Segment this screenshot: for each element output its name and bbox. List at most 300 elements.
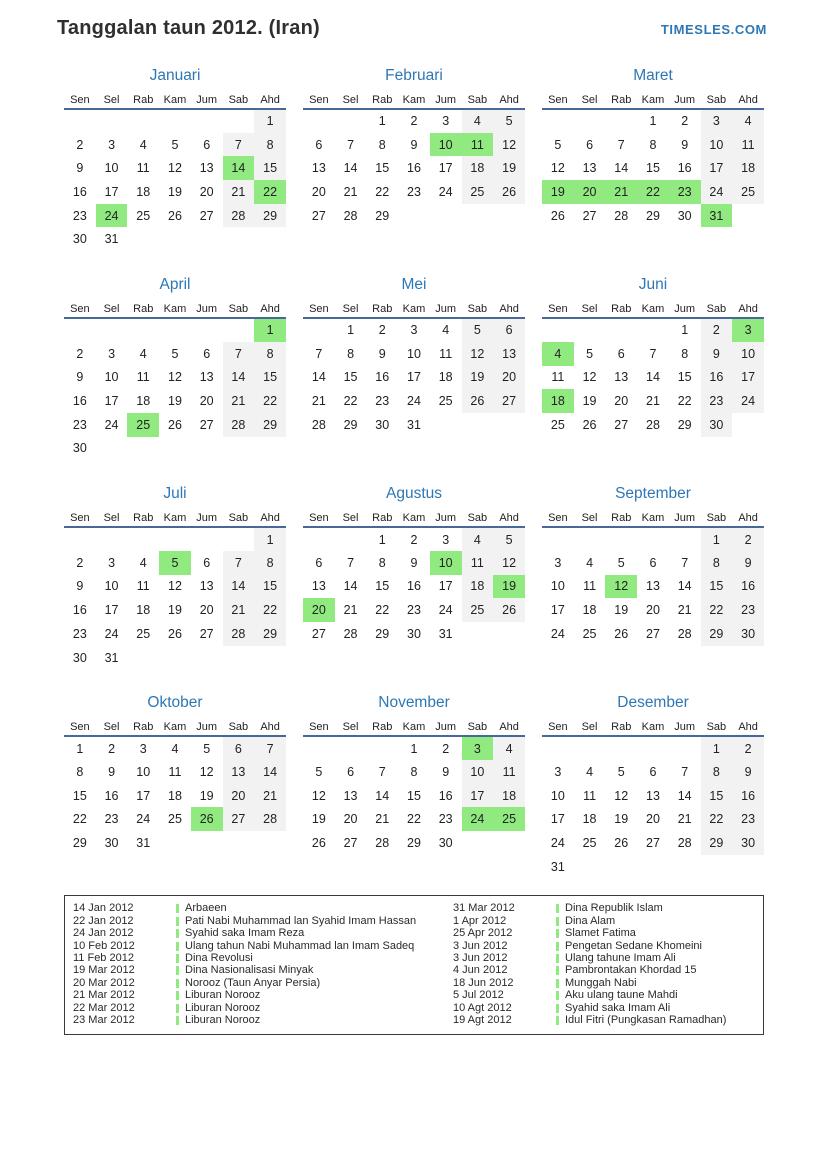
month-juli [64, 485, 286, 669]
day-cell: 4 [586, 555, 594, 570]
day-cell: 8 [378, 555, 386, 570]
day-header-rab: Rab [605, 91, 637, 109]
day-cell: 6 [203, 137, 211, 152]
legend-label: Pambrontakan Khordad 15 [565, 964, 697, 977]
day-cell: 5 [617, 764, 625, 779]
day-cell: 24 [550, 835, 565, 850]
holiday-marker-icon [556, 904, 559, 913]
day-header-ahd: Ahd [732, 300, 764, 318]
empty-cell [605, 527, 637, 551]
month-title-mei: Mei [401, 276, 427, 294]
legend-date: 10 Feb 2012 [73, 939, 135, 952]
day-cell: 25 [732, 180, 764, 204]
day-cell: 12 [168, 370, 182, 385]
holiday-marker-icon [176, 917, 179, 926]
legend-label: Dina Revolusi [185, 951, 253, 964]
legend-date: 10 Agt 2012 [453, 1001, 512, 1014]
day-header-ahd: Ahd [493, 300, 525, 318]
day-cell: 23 [407, 184, 421, 199]
day-cell: 17 [136, 788, 151, 803]
day-cell: 27 [646, 626, 660, 641]
day-cell: 25 [127, 413, 159, 437]
day-cell: 21 [677, 603, 692, 618]
day-header-sab: Sab [223, 91, 255, 109]
legend-date: 4 Jun 2012 [453, 964, 508, 977]
month-table-november [303, 718, 525, 854]
day-cell: 19 [168, 394, 182, 409]
day-cell: 10 [407, 346, 421, 361]
legend-date: 24 Jan 2012 [73, 927, 134, 940]
legend-entry [453, 952, 757, 964]
empty-cell [127, 109, 159, 133]
day-header-sab: Sab [462, 300, 494, 318]
legend-label: Munggah Nabi [565, 976, 637, 989]
month-oktober [64, 694, 286, 878]
day-cell: 11 [462, 133, 494, 157]
day-cell: 9 [76, 161, 84, 176]
day-cell: 26 [614, 626, 629, 641]
day-cell: 2 [732, 527, 764, 551]
legend-date: 22 Mar 2012 [73, 1001, 135, 1014]
day-cell: 8 [649, 137, 657, 152]
empty-cell [462, 831, 494, 855]
day-cell: 26 [168, 626, 182, 641]
day-cell: 29 [701, 622, 733, 646]
legend-entry [453, 977, 757, 989]
day-cell: 28 [223, 204, 255, 228]
day-cell: 6 [203, 555, 211, 570]
empty-cell [191, 318, 223, 342]
legend-label: Syahid saka Imam Ali [565, 1001, 671, 1014]
legend-label: Syahid saka Imam Reza [185, 927, 305, 940]
day-header-rab: Rab [127, 718, 159, 736]
day-cell: 1 [378, 532, 386, 547]
day-cell: 7 [254, 736, 286, 760]
day-cell: 23 [375, 394, 390, 409]
day-cell: 29 [254, 622, 286, 646]
day-cell: 13 [199, 579, 214, 594]
day-header-ahd: Ahd [732, 509, 764, 527]
empty-cell [254, 831, 286, 855]
day-header-sen: Sen [303, 509, 335, 527]
day-cell: 9 [732, 760, 764, 784]
empty-cell [605, 855, 637, 879]
day-cell: 29 [72, 835, 87, 850]
day-cell: 17 [438, 579, 453, 594]
day-cell: 17 [104, 184, 119, 199]
day-cell: 14 [343, 161, 358, 176]
empty-cell [303, 109, 335, 133]
empty-cell [732, 413, 764, 437]
day-cell: 27 [493, 389, 525, 413]
empty-cell [335, 527, 367, 551]
legend-column-left [73, 903, 453, 1027]
empty-cell [574, 855, 606, 879]
day-header-ahd: Ahd [254, 91, 286, 109]
day-cell: 15 [254, 575, 286, 599]
day-header-sen: Sen [64, 91, 96, 109]
day-header-sel: Sel [335, 718, 367, 736]
day-cell: 5 [493, 527, 525, 551]
empty-cell [398, 204, 430, 228]
legend-entry [453, 1002, 757, 1014]
day-cell: 13 [614, 370, 629, 385]
day-cell: 16 [407, 161, 421, 176]
day-cell: 18 [732, 156, 764, 180]
day-header-kam: Kam [159, 509, 191, 527]
day-cell: 5 [554, 137, 562, 152]
day-cell: 10 [430, 551, 462, 575]
day-cell: 3 [732, 318, 764, 342]
day-cell: 9 [410, 137, 418, 152]
day-cell: 4 [139, 346, 147, 361]
day-cell: 4 [462, 527, 494, 551]
empty-cell [127, 527, 159, 551]
day-cell: 13 [646, 788, 660, 803]
empty-cell [96, 109, 128, 133]
legend-entry [73, 952, 453, 964]
day-cell: 27 [223, 807, 255, 831]
day-cell: 18 [136, 394, 151, 409]
holiday-marker-icon [556, 966, 559, 975]
legend-label: Liburan Norooz [185, 1001, 261, 1014]
day-cell: 2 [76, 137, 84, 152]
month-maret [542, 67, 764, 251]
day-cell: 4 [462, 109, 494, 133]
day-cell: 11 [168, 764, 182, 779]
day-cell: 19 [493, 575, 525, 599]
day-cell: 3 [701, 109, 733, 133]
day-header-sen: Sen [64, 300, 96, 318]
day-cell: 28 [343, 208, 358, 223]
legend-entry [73, 903, 453, 915]
day-cell: 17 [550, 812, 565, 827]
legend-date: 25 Apr 2012 [453, 927, 513, 940]
empty-cell [574, 527, 606, 551]
day-cell: 30 [72, 650, 87, 665]
day-header-sel: Sel [574, 300, 606, 318]
day-cell: 20 [199, 184, 214, 199]
empty-cell [366, 736, 398, 760]
day-cell: 27 [311, 626, 326, 641]
day-cell: 5 [586, 346, 594, 361]
month-table-maret [542, 91, 764, 227]
empty-cell [254, 227, 286, 251]
day-cell: 20 [199, 394, 214, 409]
day-cell: 8 [254, 342, 286, 366]
empty-cell [64, 109, 96, 133]
empty-cell [732, 855, 764, 879]
day-cell: 8 [410, 764, 418, 779]
day-cell: 27 [646, 835, 660, 850]
day-cell: 22 [254, 180, 286, 204]
day-cell: 14 [254, 760, 286, 784]
day-cell: 21 [343, 603, 358, 618]
day-cell: 10 [550, 579, 565, 594]
legend-entry [73, 915, 453, 927]
day-cell: 14 [646, 370, 660, 385]
day-cell: 28 [375, 835, 390, 850]
holiday-marker-icon [176, 979, 179, 988]
legend-entry [453, 915, 757, 927]
day-cell: 24 [438, 603, 453, 618]
day-cell: 25 [462, 180, 494, 204]
day-cell: 19 [582, 394, 597, 409]
day-header-ahd: Ahd [254, 300, 286, 318]
legend-label: Norooz (Taun Anyar Persia) [185, 976, 321, 989]
empty-cell [669, 736, 701, 760]
day-cell: 24 [104, 417, 119, 432]
legend-label: Aku ulang taune Mahdi [565, 989, 678, 1002]
day-cell: 13 [343, 788, 358, 803]
day-header-ahd: Ahd [732, 91, 764, 109]
day-cell: 19 [168, 603, 182, 618]
day-cell: 23 [72, 208, 87, 223]
day-header-kam: Kam [637, 509, 669, 527]
day-header-sen: Sen [303, 718, 335, 736]
day-cell: 25 [582, 835, 597, 850]
day-header-sel: Sel [335, 91, 367, 109]
day-header-ahd: Ahd [493, 509, 525, 527]
day-cell: 15 [375, 161, 390, 176]
empty-cell [191, 109, 223, 133]
day-header-jum: Jum [669, 300, 701, 318]
day-cell: 15 [254, 366, 286, 390]
day-cell: 25 [582, 626, 597, 641]
empty-cell [96, 437, 128, 461]
empty-cell [127, 437, 159, 461]
day-cell: 13 [311, 161, 326, 176]
day-cell: 30 [72, 441, 87, 456]
day-cell: 3 [108, 346, 116, 361]
empty-cell [223, 646, 255, 670]
day-cell: 8 [701, 760, 733, 784]
day-cell: 31 [104, 650, 119, 665]
empty-cell [732, 204, 764, 228]
empty-cell [462, 413, 494, 437]
day-cell: 27 [199, 626, 214, 641]
empty-cell [223, 109, 255, 133]
day-cell: 1 [701, 527, 733, 551]
empty-cell [127, 227, 159, 251]
empty-cell [430, 204, 462, 228]
day-cell: 13 [493, 342, 525, 366]
day-cell: 21 [677, 812, 692, 827]
holiday-marker-icon [556, 1004, 559, 1013]
empty-cell [96, 527, 128, 551]
day-header-sel: Sel [96, 509, 128, 527]
day-cell: 7 [223, 551, 255, 575]
day-header-rab: Rab [366, 300, 398, 318]
day-cell: 14 [677, 579, 692, 594]
day-cell: 19 [199, 788, 214, 803]
day-cell: 12 [168, 161, 182, 176]
day-cell: 10 [136, 764, 151, 779]
day-cell: 9 [442, 764, 450, 779]
day-cell: 25 [438, 394, 453, 409]
day-cell: 26 [493, 180, 525, 204]
day-header-kam: Kam [159, 718, 191, 736]
day-cell: 19 [311, 812, 326, 827]
day-header-jum: Jum [191, 509, 223, 527]
day-cell: 20 [199, 603, 214, 618]
day-cell: 22 [677, 394, 692, 409]
legend-entry [453, 940, 757, 952]
day-cell: 21 [223, 389, 255, 413]
empty-cell [605, 318, 637, 342]
day-cell: 5 [171, 346, 179, 361]
day-cell: 28 [677, 626, 692, 641]
empty-cell [191, 227, 223, 251]
day-cell: 6 [493, 318, 525, 342]
day-cell: 16 [438, 788, 453, 803]
day-cell: 15 [646, 161, 660, 176]
day-cell: 16 [732, 784, 764, 808]
day-header-rab: Rab [366, 509, 398, 527]
day-header-sel: Sel [96, 300, 128, 318]
day-cell: 14 [223, 366, 255, 390]
day-cell: 15 [407, 788, 421, 803]
day-cell: 25 [550, 417, 565, 432]
day-cell: 13 [646, 579, 660, 594]
day-cell: 7 [378, 764, 386, 779]
day-header-jum: Jum [191, 300, 223, 318]
day-cell: 25 [136, 626, 151, 641]
day-cell: 26 [614, 835, 629, 850]
day-cell: 2 [701, 318, 733, 342]
empty-cell [637, 318, 669, 342]
day-cell: 21 [223, 598, 255, 622]
empty-cell [462, 204, 494, 228]
day-cell: 1 [254, 318, 286, 342]
day-header-sel: Sel [574, 91, 606, 109]
day-cell: 9 [76, 579, 84, 594]
day-cell: 18 [136, 603, 151, 618]
day-cell: 4 [442, 323, 450, 338]
day-cell: 14 [223, 575, 255, 599]
day-cell: 23 [407, 603, 421, 618]
day-cell: 10 [430, 133, 462, 157]
empty-cell [191, 527, 223, 551]
day-cell: 8 [254, 133, 286, 157]
day-cell: 29 [254, 204, 286, 228]
legend-label: Liburan Norooz [185, 989, 261, 1002]
day-cell: 26 [311, 835, 326, 850]
day-cell: 30 [732, 622, 764, 646]
legend-label: Pengetan Sedane Khomeini [565, 939, 702, 952]
legend-label: Ulang tahune Imam Ali [565, 951, 676, 964]
day-cell: 15 [375, 579, 390, 594]
day-cell: 16 [104, 788, 119, 803]
day-cell: 5 [462, 318, 494, 342]
day-cell: 30 [438, 835, 453, 850]
day-cell: 10 [701, 133, 733, 157]
month-table-agustus [303, 509, 525, 645]
day-cell: 2 [76, 555, 84, 570]
empty-cell [574, 109, 606, 133]
legend-entry [453, 927, 757, 939]
day-cell: 20 [303, 598, 335, 622]
day-cell: 11 [732, 133, 764, 157]
day-cell: 7 [617, 137, 625, 152]
empty-cell [335, 109, 367, 133]
legend-date: 21 Mar 2012 [73, 989, 135, 1002]
day-cell: 6 [315, 555, 323, 570]
day-cell: 2 [410, 532, 418, 547]
day-cell: 16 [72, 394, 87, 409]
month-title-oktober: Oktober [147, 694, 203, 712]
day-cell: 29 [375, 208, 390, 223]
day-cell: 6 [223, 736, 255, 760]
day-cell: 5 [203, 741, 211, 756]
day-cell: 21 [605, 180, 637, 204]
day-cell: 9 [378, 346, 386, 361]
day-cell: 5 [315, 764, 323, 779]
day-cell: 16 [407, 579, 421, 594]
day-header-sen: Sen [542, 718, 574, 736]
legend-date: 18 Jun 2012 [453, 976, 514, 989]
day-cell: 6 [617, 346, 625, 361]
page-title: Tanggalan taun 2012. (Iran) [57, 17, 320, 39]
holiday-marker-icon [176, 1004, 179, 1013]
day-header-jum: Jum [669, 509, 701, 527]
day-cell: 28 [223, 413, 255, 437]
day-cell: 25 [462, 598, 494, 622]
month-table-januari [64, 91, 286, 251]
legend-entry [453, 965, 757, 977]
day-cell: 17 [438, 161, 453, 176]
legend-date: 20 Mar 2012 [73, 976, 135, 989]
day-header-sen: Sen [64, 509, 96, 527]
holiday-marker-icon [176, 942, 179, 951]
day-cell: 31 [438, 626, 453, 641]
day-cell: 14 [375, 788, 390, 803]
legend-date: 1 Apr 2012 [453, 914, 507, 927]
day-header-kam: Kam [398, 300, 430, 318]
day-cell: 10 [104, 161, 119, 176]
day-cell: 20 [223, 784, 255, 808]
day-cell: 23 [732, 807, 764, 831]
day-cell: 11 [136, 579, 150, 594]
day-cell: 11 [462, 551, 494, 575]
day-cell: 15 [343, 370, 358, 385]
day-header-jum: Jum [669, 91, 701, 109]
day-cell: 21 [254, 784, 286, 808]
day-cell: 15 [701, 784, 733, 808]
empty-cell [605, 736, 637, 760]
legend-label: Liburan Norooz [185, 1014, 261, 1027]
day-cell: 4 [586, 764, 594, 779]
day-cell: 31 [550, 859, 565, 874]
holiday-marker-icon [556, 929, 559, 938]
day-cell: 27 [614, 417, 629, 432]
day-header-kam: Kam [637, 718, 669, 736]
day-cell: 17 [104, 394, 119, 409]
day-cell: 30 [104, 835, 119, 850]
day-cell: 30 [407, 626, 421, 641]
day-header-kam: Kam [637, 91, 669, 109]
month-title-september: September [615, 485, 691, 503]
empty-cell [637, 527, 669, 551]
day-cell: 17 [701, 156, 733, 180]
day-cell: 5 [159, 551, 191, 575]
empty-cell [542, 109, 574, 133]
day-header-sab: Sab [701, 509, 733, 527]
day-cell: 10 [732, 342, 764, 366]
site-logo-link[interactable]: TIMESLES.COM [660, 22, 767, 37]
day-header-sel: Sel [335, 509, 367, 527]
day-cell: 11 [136, 370, 150, 385]
